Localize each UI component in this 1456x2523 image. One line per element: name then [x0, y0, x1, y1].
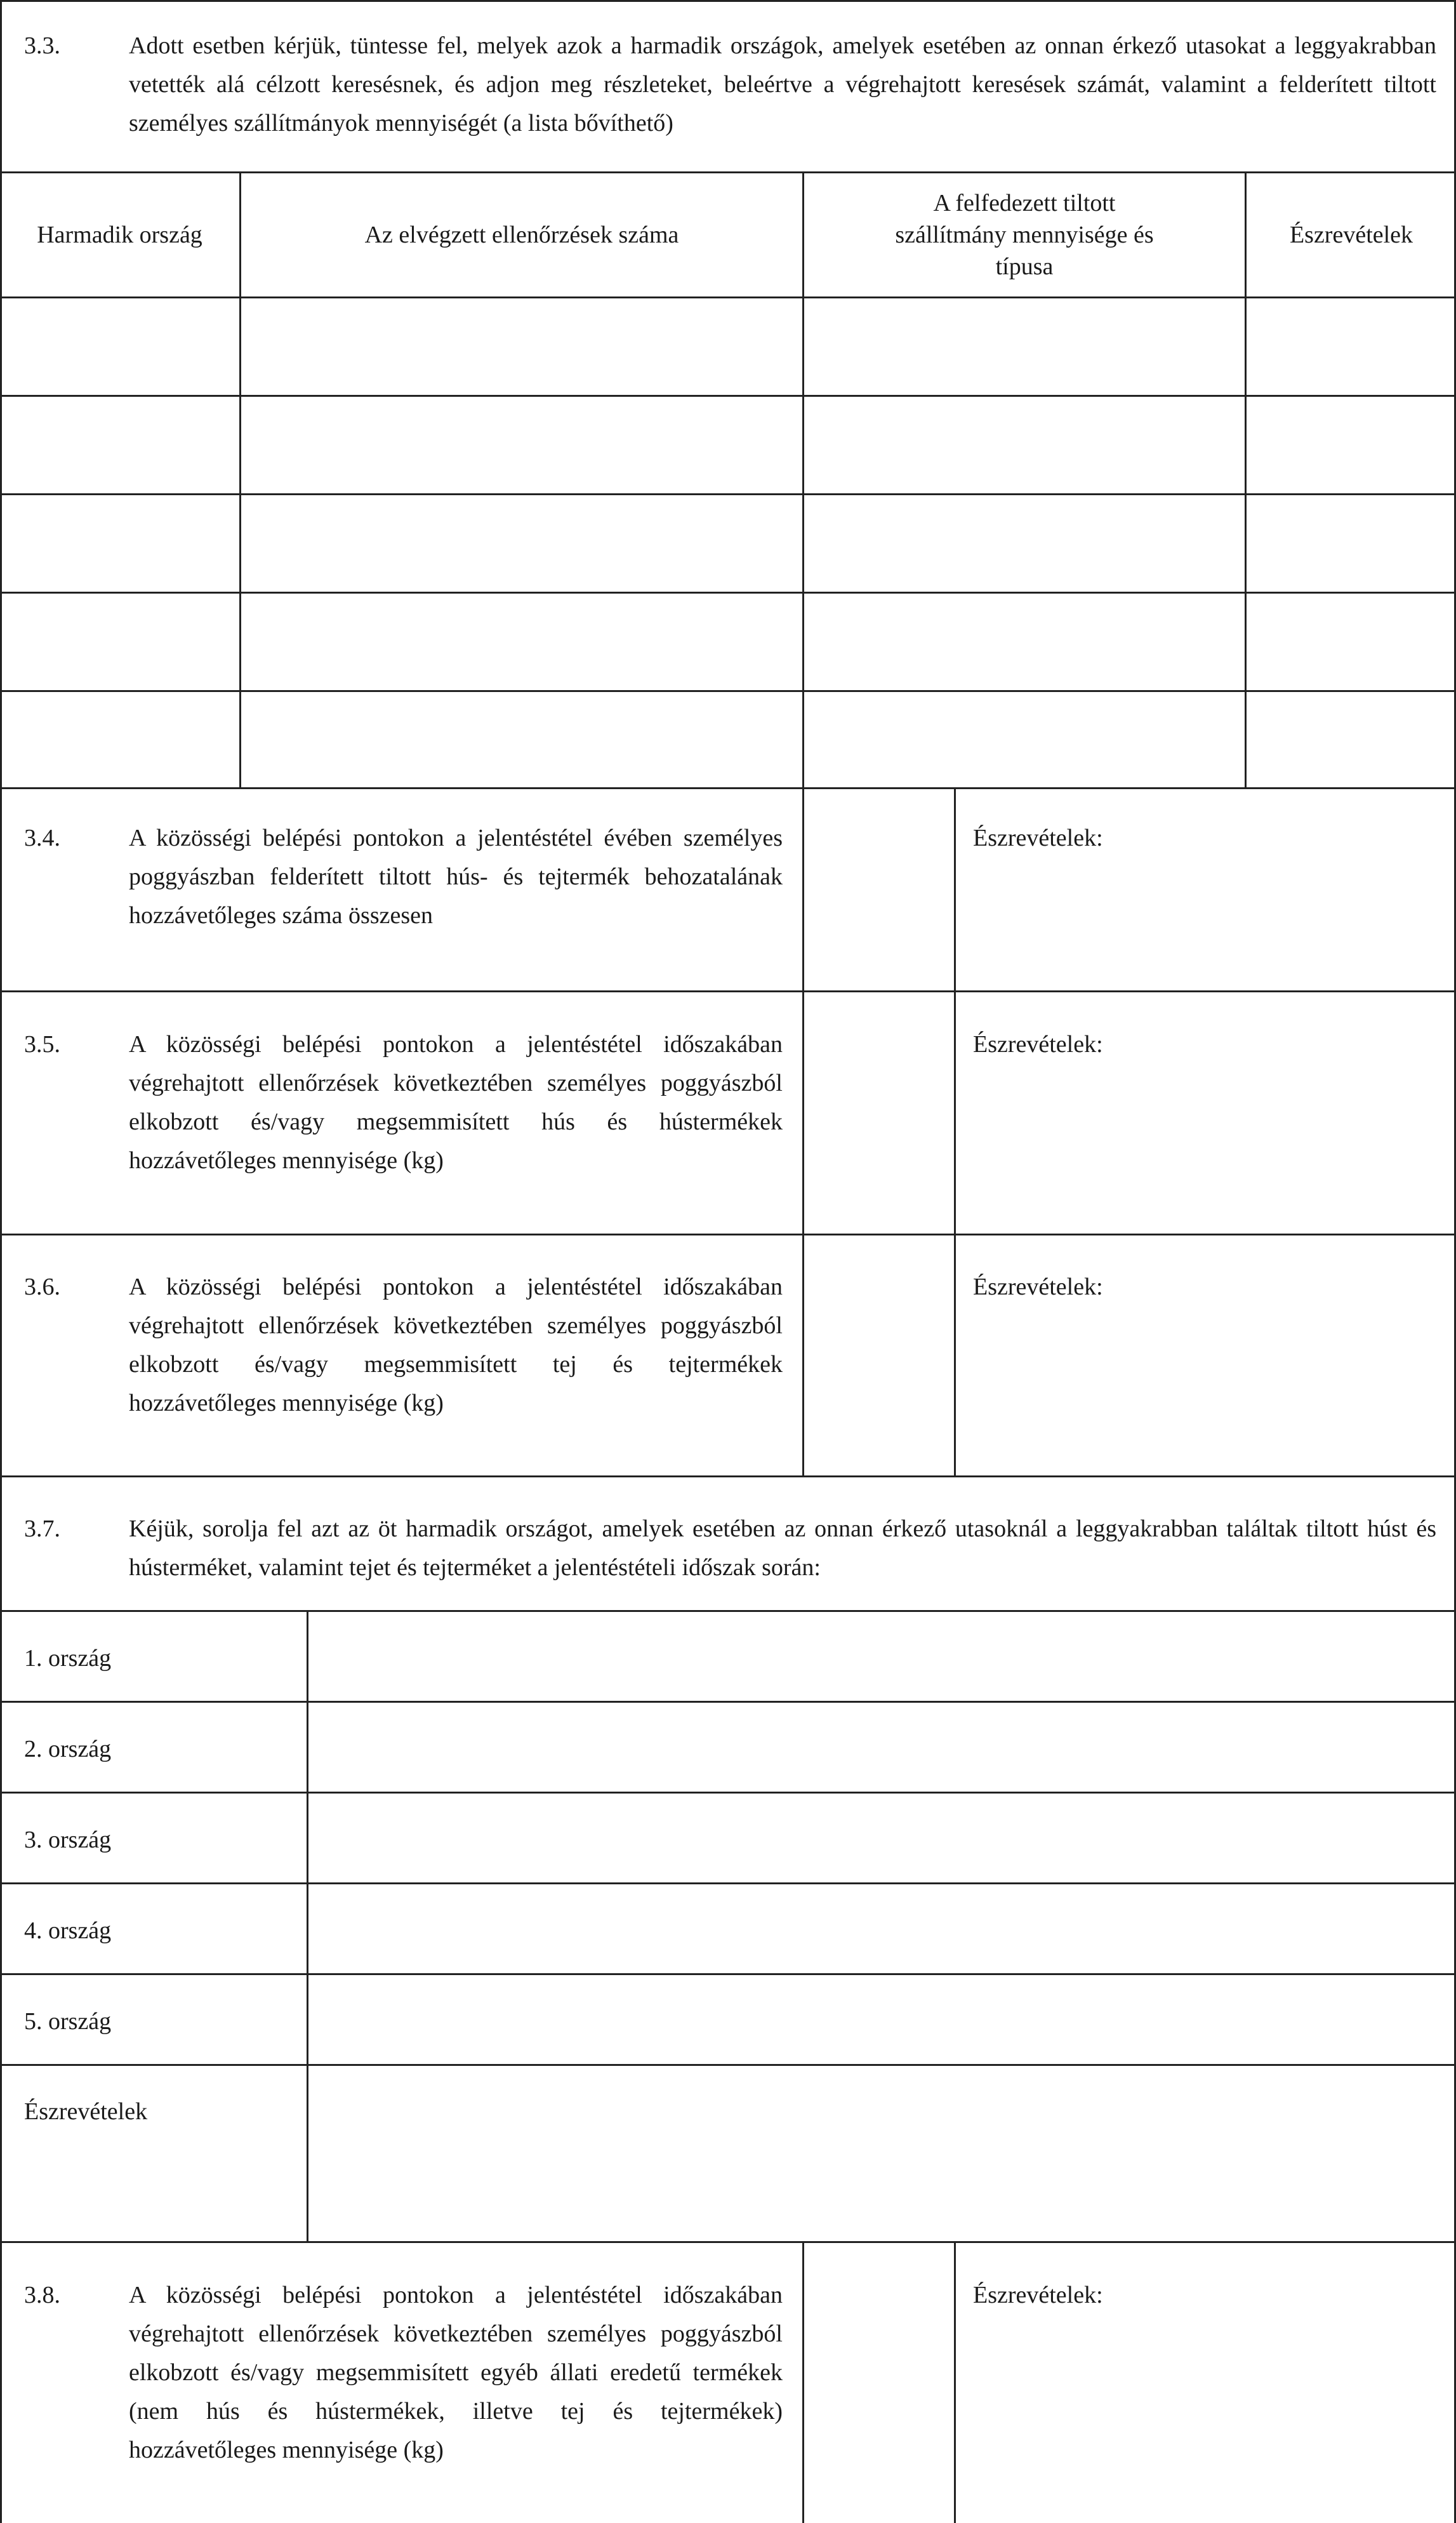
- section-number-3-6: 3.6.: [24, 1274, 60, 1300]
- table-row-divider: [0, 592, 1456, 594]
- column-divider: [802, 787, 804, 1475]
- table-cell-country[interactable]: [2, 298, 239, 395]
- table-row-divider: [0, 690, 1456, 692]
- table-row-divider: [0, 395, 1456, 397]
- table-column-divider: [239, 171, 241, 787]
- remarks-label-3-8: Észrevételek:: [973, 2282, 1103, 2308]
- country-label-4: 4. ország: [24, 1917, 112, 1944]
- section-text-3-5: A közösségi belépési pontokon a jelentéstétel időszakában végrehajtott ellenőrzések következtében személyes poggyászból elkobzott és/vagy megsemmisített hús és hústermékek hozzávetőleges mennyisége (kg): [129, 1031, 783, 1174]
- section-text-3-3: Adott esetben kérjük, tüntesse fel, melyek azok a harmadik országok, amelyek esetében az onnan érkező utasokat a leggyakrabban vetették alá célzott keresésnek, és adjon meg részleteket, beleértve a végrehajtott keresések számát, valamint a felderített tiltott személyes szállítmányok mennyiségét (a lista bővíthető): [129, 32, 1436, 136]
- section-text-3-7: Kéjük, sorolja fel azt az öt harmadik országot, amelyek esetében az onnan érkező utasoknál a leggyakrabban találtak tiltott húst és hústerméket, valamint tejet és tejterméket a jelentéstételi időszak során:: [129, 1515, 1436, 1581]
- section-text-3-4: A közösségi belépési pontokon a jelentéstétel évében személyes poggyászban felderített tiltott hús- és tejtermék behozatalának hozzávetőleges száma összesen: [129, 825, 783, 929]
- country-label-5: 5. ország: [24, 2008, 112, 2035]
- section-number-3-5: 3.5.: [24, 1031, 60, 1058]
- country-field-3[interactable]: [308, 1794, 1454, 1882]
- divider: [0, 990, 1456, 992]
- column-header-remarks: Észrevételek: [1289, 221, 1413, 248]
- remarks-label-3-4: Észrevételek:: [973, 825, 1103, 851]
- table-column-divider: [802, 171, 804, 787]
- country-field-4[interactable]: [308, 1884, 1454, 1973]
- section-number-3-4: 3.4.: [24, 825, 60, 851]
- remarks-label-3-7: Észrevételek: [24, 2098, 148, 2125]
- column-header-country: Harmadik ország: [37, 221, 202, 248]
- table-cell-checks[interactable]: [241, 298, 802, 395]
- remarks-label-3-5: Észrevételek:: [973, 1031, 1103, 1058]
- divider: [0, 2241, 1456, 2243]
- remarks-field-3-7[interactable]: [308, 2066, 1454, 2241]
- column-header-checks: Az elvégzett ellenőrzések száma: [364, 221, 679, 248]
- country-field-2[interactable]: [308, 1703, 1454, 1792]
- table-column-divider: [1245, 171, 1247, 787]
- country-field-1[interactable]: [308, 1612, 1454, 1701]
- section-text-3-6: A közösségi belépési pontokon a jelentéstétel időszakában végrehajtott ellenőrzések következtében személyes poggyászból elkobzott és/vagy megsemmisített tej és tejtermékek hozzávetőleges mennyisége (kg): [129, 1274, 783, 1416]
- remarks-label-3-6: Észrevételek:: [973, 1274, 1103, 1300]
- value-field-3-6[interactable]: [804, 1235, 954, 1475]
- column-divider: [802, 2241, 804, 2523]
- divider: [0, 1475, 1456, 1477]
- country-label-2: 2. ország: [24, 1736, 112, 1762]
- value-field-3-4[interactable]: [804, 789, 954, 990]
- table-cell-remarks[interactable]: [1247, 298, 1454, 395]
- section-number-3-3: 3.3.: [24, 32, 60, 59]
- column-divider: [954, 2241, 956, 2523]
- column-divider: [954, 787, 956, 1475]
- value-field-3-8[interactable]: [804, 2243, 954, 2523]
- divider: [0, 1234, 1456, 1235]
- country-label-3: 3. ország: [24, 1827, 112, 1853]
- table-cell-consignment[interactable]: [804, 298, 1245, 395]
- table-row-divider: [0, 493, 1456, 495]
- country-field-5[interactable]: [308, 1975, 1454, 2064]
- column-header-consignment: A felfedezett tiltott szállítmány mennyisége és típusa: [895, 189, 1154, 280]
- country-label-1: 1. ország: [24, 1645, 112, 1672]
- value-field-3-5[interactable]: [804, 992, 954, 1234]
- section-text-3-8: A közösségi belépési pontokon a jelentéstétel időszakában végrehajtott ellenőrzések következtében személyes poggyászból elkobzott és/vagy megsemmisített egyéb állati eredetű termékek (nem hús és hústermékek, illetve tej és tejtermékek) hozzávetőleges mennyisége (kg): [129, 2282, 783, 2463]
- table-row-divider: [0, 787, 1456, 789]
- section-number-3-8: 3.8.: [24, 2282, 60, 2308]
- section-number-3-7: 3.7.: [24, 1515, 60, 1542]
